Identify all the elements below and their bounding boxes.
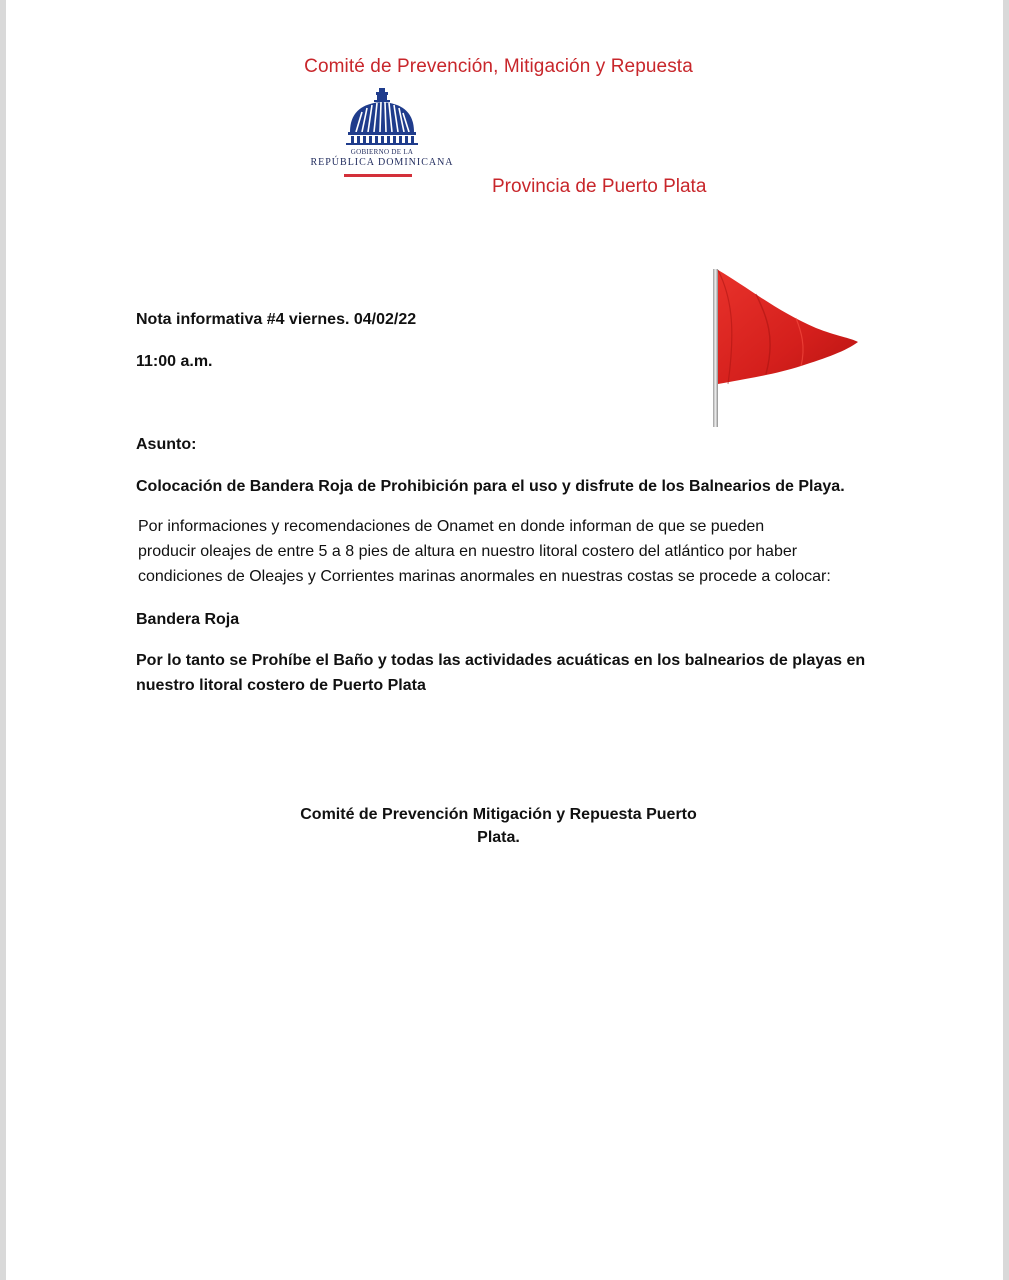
province-title: Provincia de Puerto Plata [492,176,707,197]
note-title: Nota informativa #4 viernes. 04/02/22 [136,311,417,328]
signature-line: Comité de Prevención Mitigación y Repuesta Puerto [300,806,697,823]
body-paragraph [138,514,858,589]
logo-text-gobierno: GOBIERNO DE LA [350,148,414,156]
red-flag-image [706,266,866,436]
government-logo [302,86,462,182]
logo-text-republica: REPÚBLICA DOMINICANA [310,157,454,168]
committee-title: Comité de Prevención, Mitigación y Repuesta [304,56,693,77]
warning-line: nuestro litoral costero de Puerto Plata [136,677,426,694]
signature-block [0,803,1003,849]
body-line: producir oleajes de entre 5 a 8 pies de altura en nuestro litoral costero del atlántico por haber [138,543,798,560]
body-line: condiciones de Oleajes y Corrientes marinas anormales en nuestras costas se procede a colocar: [138,568,831,585]
subject-text: Colocación de Bandera Roja de Prohibición para el uso y disfrute de los Balnearios de Playa. [136,478,845,495]
government-dome-icon [302,86,462,148]
body-line: Por informaciones y recomendaciones de Onamet en donde informan de que se pueden [138,518,765,535]
logo-red-rule [344,174,412,177]
flag-label: Bandera Roja [136,611,240,628]
warning-line: Por lo tanto se Prohíbe el Baño y todas las actividades acuáticas en los balnearios de playas en [136,652,866,669]
note-time: 11:00 a.m. [136,353,213,370]
subject-label: Asunto: [136,436,197,453]
signature-line: Plata. [477,829,520,846]
warning-paragraph [136,648,876,698]
red-flag-icon [706,266,866,431]
